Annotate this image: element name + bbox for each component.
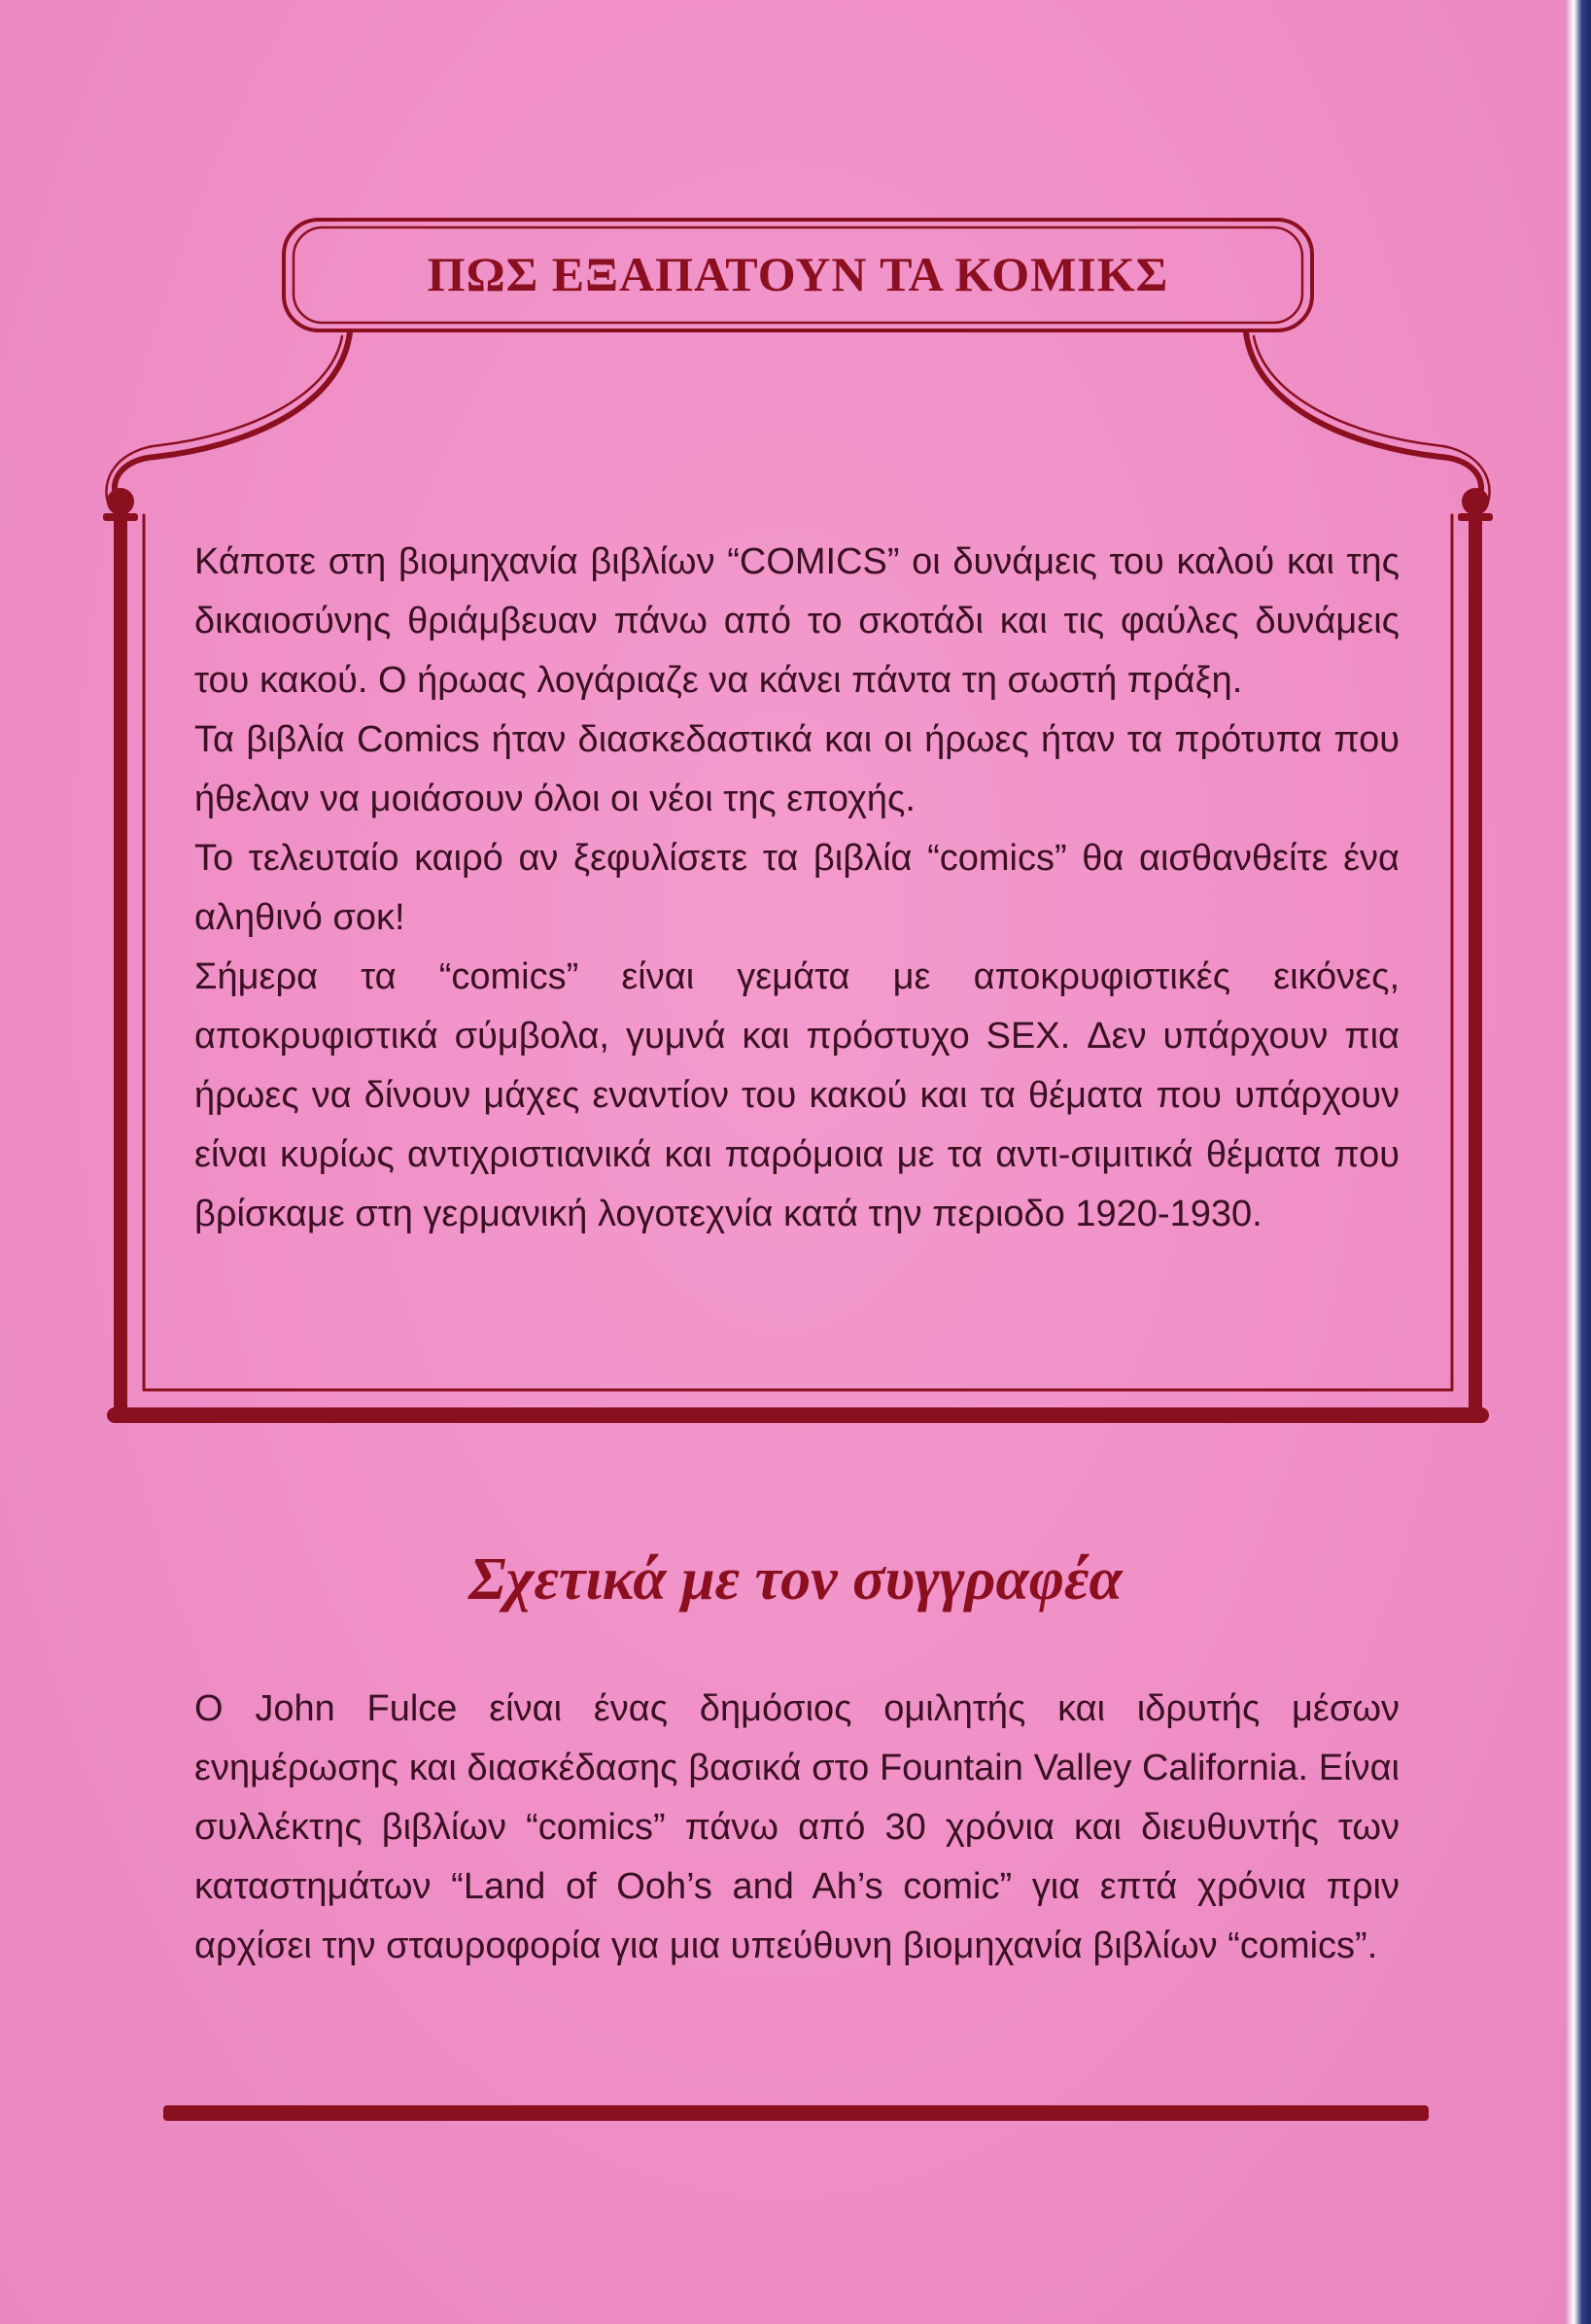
left-pillar-cap [107, 488, 134, 515]
author-heading: Σχετικά με τον συγγραφέα [468, 1546, 1123, 1613]
bottom-rule [163, 2105, 1429, 2121]
title-cartouche [282, 216, 1314, 332]
body-paragraph-1: Κάποτε στη βιομηχανία βιβλίων “COMICS” οι δυνάμεις του καλού και της δικαιοσύνης θριάμβευαν πάνω από το σκοτάδι και τις φαύλες δυνάμεις του κακού. Ο ήρωας λογάριαζε να κάνει πάντα τη σωστή πράξη. [194, 541, 1400, 701]
left-scroll-bracket [115, 332, 350, 498]
right-pillar-cap [1462, 488, 1489, 515]
author-paragraph: Ο John Fulce είναι ένας δημόσιος ομιλητής και ιδρυτής μέσων ενημέρωσης και διασκέδασης βασικά στο Fountain Valley California. Είναι συλλέκτης βιβλίων “comics” πάνω από 30 χρόνια και διευθυντής των καταστημάτων “Land of Ooh’s and Ah’s comic” για επτά χρόνια πριν αρχίσει την σταυροφορία για μια υπεύθυνη βιομηχανία βιβλίων “comics”. [194, 1688, 1400, 1966]
body-paragraph-3: Το τελευταίο καιρό αν ξεφυλίσετε τα βιβλία “comics” θα αισθανθείτε ένα αληθινό σοκ! [194, 838, 1400, 938]
page-title: ΠΩΣ ΕΞΑΠΑΤΟΥΝ ΤΑ ΚΟΜΙΚΣ [427, 247, 1169, 301]
body-paragraph-2: Τα βιβλία Comics ήταν διασκεδαστικά και οι ήρωες ήταν τα πρότυπα που ήθελαν να μοιάσουν όλοι οι νέοι της εποχής. [194, 719, 1400, 819]
frame-body [194, 533, 1400, 1330]
author-section [194, 1680, 1400, 2029]
body-paragraph-4: Σήμερα τα “comics” είναι γεμάτα με αποκρυφιστικές εικόνες, αποκρυφιστικά σύμβολα, γυμνά και πρόστυχο SEX. Δεν υπάρχουν πια ήρωες να δίνουν μάχες εναντίον του κακού και τα θέματα που υπάρχουν είναι κυρίως αντιχριστιανικά και παρόμοια με τα αντι-σιμιτικά θέματα που βρίσκαμε στη γερμανική λογοτεχνία κατά την περιοδο 1920-1930. [194, 956, 1400, 1234]
right-scroll-bracket [1246, 332, 1481, 498]
